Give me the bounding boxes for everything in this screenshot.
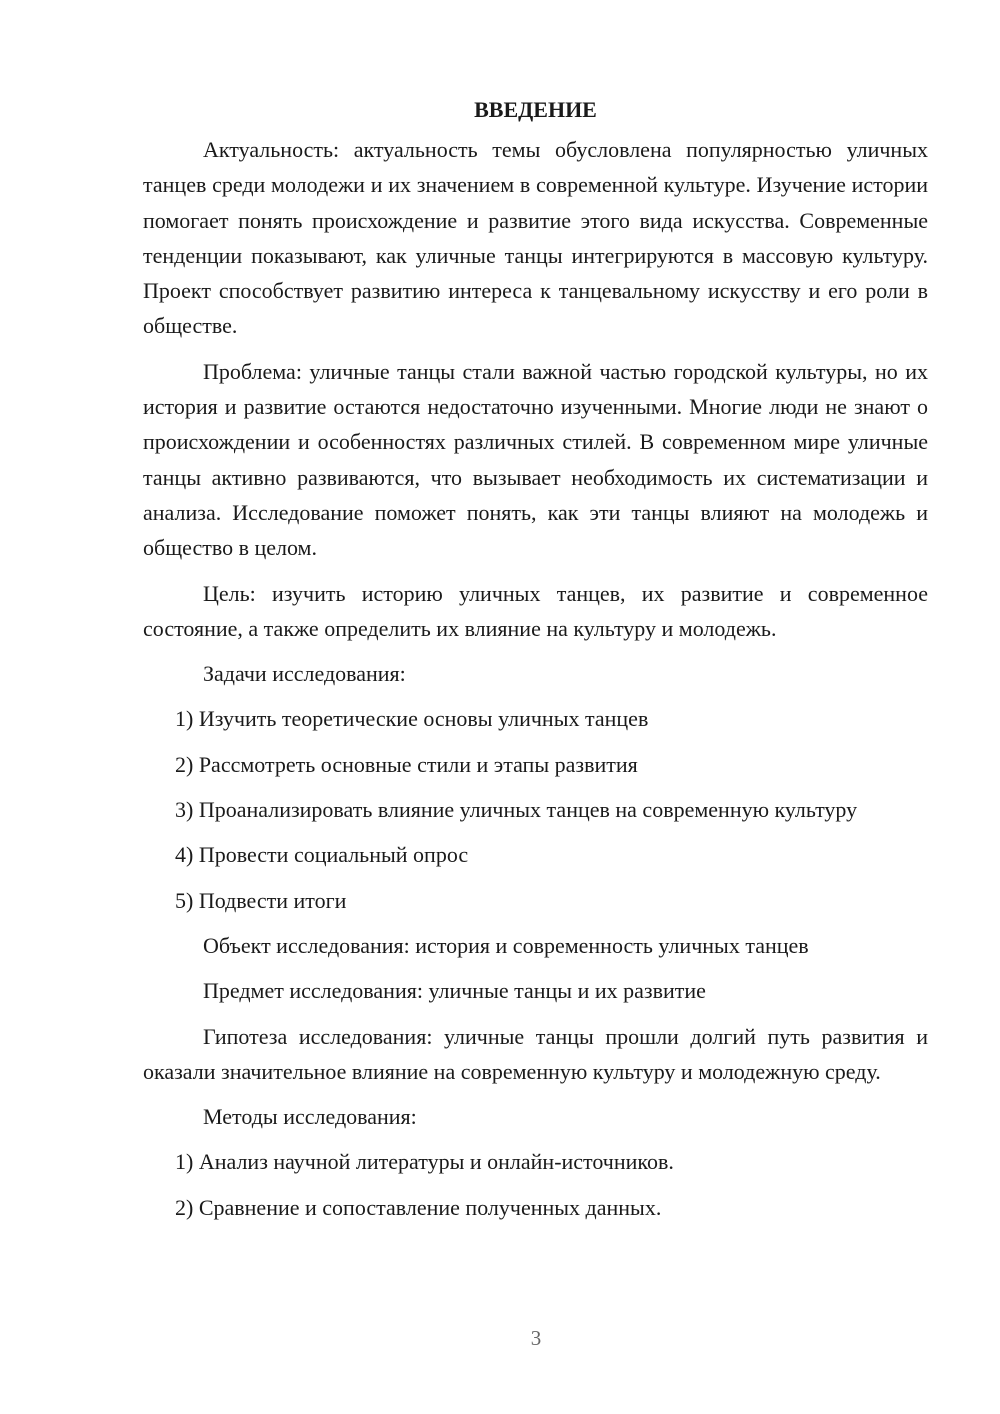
tasks-heading: Задачи исследования:	[203, 661, 406, 687]
paragraph-goal: Цель: изучить историю уличных танцев, их развитие и современное состояние, а также определить их влияние на культуру и молодежь.	[143, 580, 928, 641]
task-item-4: 4) Провести социальный опрос	[175, 842, 469, 868]
paragraph-relevance: Актуальность: актуальность темы обусловлена популярностью уличных танцев среди молодежи и их значением в современной культуре. Изучение истории помогает понять происхождение и развитие этого вида искусства. Современные тенденции показывают, как уличные танцы интегрируются в массовую культуру. Проект способствует развитию интереса к танцевальному искусству и его роли в обществе.	[143, 137, 928, 339]
task-item-2: 2) Рассмотреть основные стили и этапы развития	[175, 751, 638, 777]
methods-heading: Методы исследования:	[203, 1104, 417, 1130]
method-item-2: 2) Сравнение и сопоставление полученных данных.	[175, 1194, 662, 1220]
paragraph-hypothesis: Гипотеза исследования: уличные танцы прошли долгий путь развития и оказали значительное влияние на современную культуру и молодежную среду.	[143, 1023, 928, 1084]
research-object: Объект исследования: история и современность уличных танцев	[203, 932, 809, 958]
section-heading: ВВЕДЕНИЕ	[474, 97, 597, 122]
research-subject: Предмет исследования: уличные танцы и их развитие	[203, 978, 706, 1004]
document-page	[143, 92, 928, 1235]
task-item-3: 3) Проанализировать влияние уличных танцев на современную культуру	[175, 797, 858, 823]
method-item-1: 1) Анализ научной литературы и онлайн-источников.	[175, 1149, 674, 1175]
page-number: 3	[530, 1326, 542, 1350]
paragraph-problem: Проблема: уличные танцы стали важной частью городской культуры, но их история и развитие остаются недостаточно изученными. Многие люди не знают о происхождении и особенностях различных стилей. В современном мире уличные танцы активно развиваются, что вызывает необходимость их систематизации и анализа. Исследование поможет понять, как эти танцы влияют на молодежь и общество в целом.	[143, 358, 928, 561]
task-item-1: 1) Изучить теоретические основы уличных танцев	[175, 706, 649, 732]
task-item-5: 5) Подвести итоги	[175, 887, 347, 913]
